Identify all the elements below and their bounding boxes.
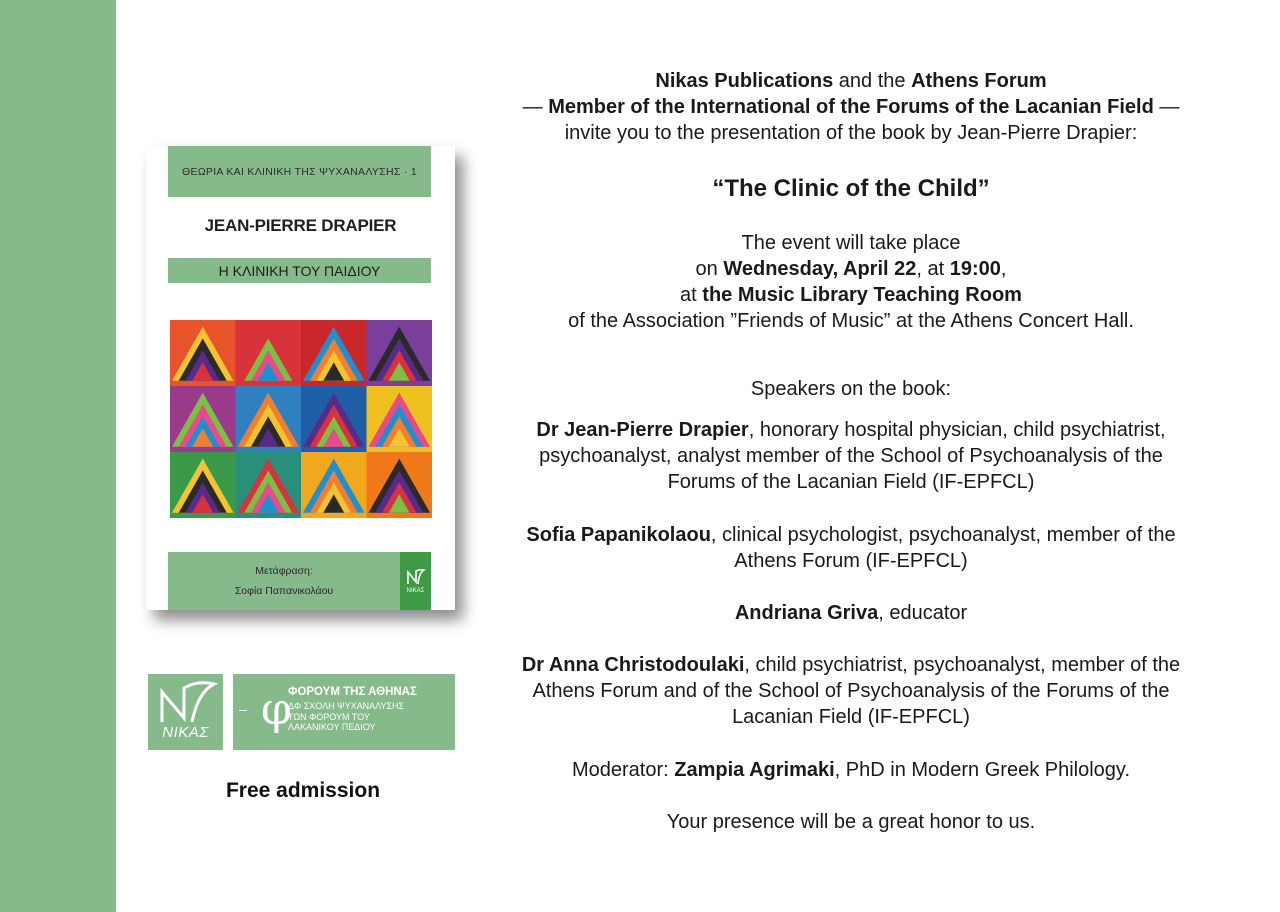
text-fragment: on [695,258,724,280]
text-fragment: , clinical psychologist, psychoanalyst, member of the [710,524,1176,546]
speaker-2-line-1 [480,522,1222,548]
forum-sub-line: ΤΩΝ ΦΟΡΟΥΜ ΤΟΥ [288,711,370,722]
book-title: “The Clinic of the Child” [712,175,990,202]
event-venue: the Music Library Teaching Room [702,284,1022,306]
cover-translation [168,552,400,610]
speaker-1-name: Dr Jean-Pierre Drapier [536,419,749,441]
nikas-logo-text: NIKAΣ [162,724,209,741]
invite-line-3: invite you to the presentation of the book by Jean-Pierre Drapier: [564,122,1138,144]
event-date: Wednesday, April 22 [723,258,917,280]
forum-sub-line: ΛΑΚΑΝΙΚΟΥ ΠΕΔΙΟΥ [288,722,376,732]
text-fragment: — [1153,96,1180,118]
speaker-3-line-1 [480,600,1222,626]
forum-logo-subtitle [288,701,404,733]
speaker-4-line-1 [480,652,1222,678]
cover-author: JEAN-PIERRE DRAPIER [204,216,397,235]
forum-sub-line: ΔΦ ΣΧΟΛΗ ΨΥΧΑΝΑΛΥΣΗΣ [288,701,405,711]
forum-name: Athens Forum [911,70,1047,92]
translator-name: Σοφία Παπανικολάου [234,585,334,597]
invite-line-1 [480,68,1222,94]
speaker-1-line-2: psychoanalyst, analyst member of the School of Psychoanalysis of the [539,445,1163,467]
free-admission: Free admission [225,779,381,802]
logo-dash: – [239,701,247,717]
nikas-wing-icon [148,678,223,728]
text-fragment: at [680,284,703,306]
text-fragment: , at [916,258,950,280]
cover-greek-title: Η ΚΛΙΝΙΚΗ ΤΟΥ ΠΑΙΔΙΟΥ [168,258,431,283]
event-line-1: The event will take place [741,232,961,254]
text-fragment: , child psychiatrist, psychoanalyst, member of the [744,654,1181,676]
invite-line-2 [480,94,1222,120]
moderator-name: Zampia Agrimaki [674,759,835,781]
translation-label: Μετάφραση: [255,565,313,577]
speakers-heading: Speakers on the book: [750,378,952,400]
athens-forum-logo [233,674,455,750]
speaker-4-name: Dr Anna Christodoulaki [521,654,745,676]
membership-text: Member of the International of the Forums of the Lacanian Field [548,96,1154,118]
forum-logo-title: ΦΟΡΟΥΜ ΤΗΣ ΑΘΗΝΑΣ [288,686,417,698]
event-line-3 [480,282,1222,308]
speaker-1-line-1 [480,417,1222,443]
moderator-line [480,757,1222,783]
phi-symbol-icon: φ [261,684,292,735]
cover-publisher-logo [400,552,431,610]
speaker-3-name: Andriana Griva [734,602,879,624]
cover-bottom-band [168,552,431,610]
publisher-name: Nikas Publications [655,70,834,92]
speaker-4-line-2: Athens Forum and of the School of Psychoanalysis of the Forums of the [532,680,1170,702]
book-cover [146,146,455,610]
speaker-4-line-3: Lacanian Field (IF-EPFCL) [732,706,970,728]
closing-line: Your presence will be a great honor to us. [666,811,1036,833]
text-fragment: , PhD in Modern Greek Philology. [834,759,1130,781]
moderator-label: Moderator: [571,759,675,781]
event-time: 19:00 [949,258,1001,280]
text-fragment: — [522,96,549,118]
side-color-bar [0,0,116,912]
text-fragment: and the [833,70,912,92]
speaker-1-line-3: Forums of the Lacanian Field (IF-EPFCL) [667,471,1035,493]
text-fragment: , honorary hospital physician, child psychiatrist, [748,419,1166,441]
nikas-mark-icon [406,568,426,586]
cover-artwork [170,320,432,518]
nikas-logo [148,674,223,750]
speaker-2-line-2: Athens Forum (IF-EPFCL) [734,550,968,572]
text-fragment: , [1000,258,1007,280]
cover-logo-text: NIKAΣ [406,588,425,594]
speaker-2-name: Sofia Papanikolaou [526,524,711,546]
event-line-2 [480,256,1222,282]
event-line-4: of the Association ”Friends of Music” at the Athens Concert Hall. [568,310,1134,332]
text-fragment: , educator [878,602,968,624]
cover-series-label: ΘΕΩΡΙΑ ΚΑΙ ΚΛΙΝΙΚΗ ΤΗΣ ΨΥΧΑΝΑΛΥΣΗΣ · 1 [168,146,431,197]
